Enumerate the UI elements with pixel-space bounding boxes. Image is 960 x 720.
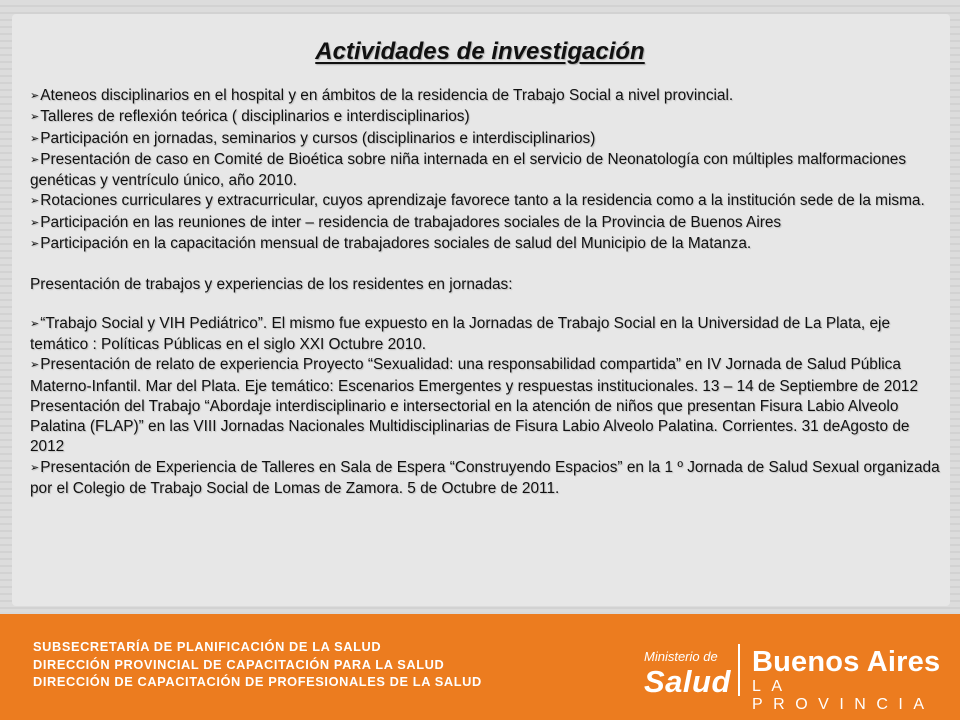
la-provincia-logo-text: LA PROVINCIA [752, 678, 935, 713]
buenos-aires-logo-text: Buenos Aires [752, 646, 941, 678]
arrow-bullet-icon: ➢ [30, 90, 40, 102]
salud-logo-text: Salud [644, 664, 731, 699]
logo-divider [738, 644, 740, 696]
arrow-bullet-icon: ➢ [30, 153, 40, 166]
arrow-bullet-icon: ➢ [30, 238, 40, 251]
list-item: ➢Talleres de reflexión teórica ( disciplinarios e interdisciplinarios) [30, 108, 470, 126]
arrow-bullet-icon: ➢ [30, 317, 40, 330]
arrow-bullet-icon: ➢ [30, 461, 40, 474]
list-item: ➢Presentación de caso en Comité de Bioética sobre niña internada en el servicio de Neonatología con múltiples malformaciones genéticas y ventrículo único, año 2010. [30, 150, 907, 190]
footer-bar [0, 614, 960, 720]
arrow-bullet-icon: ➢ [30, 216, 40, 229]
list-item: ➢Ateneos disciplinarios en el hospital y en ámbitos de la residencia de Trabajo Social a nivel provincial. [30, 87, 734, 104]
footer-line: DIRECCIÓN DE CAPACITACIÓN DE PROFESIONALES DE LA SALUD [33, 674, 482, 689]
arrow-bullet-icon: ➢ [30, 132, 40, 145]
arrow-bullet-icon: ➢ [30, 195, 40, 208]
arrow-bullet-icon: ➢ [30, 111, 40, 124]
list-item: ➢Presentación de relato de experiencia Proyecto “Sexualidad: una responsabilidad compartida” en IV Jornada de Salud Pública Materno-Infantil. Mar del Plata. Eje temático: Escenarios Emergentes y respuestas institucionales. 13 – 14 de Septiembre de 2012 [30, 356, 919, 395]
section-heading: Presentación de trabajos y experiencias de los residentes en jornadas: [30, 276, 513, 294]
list-item: ➢“Trabajo Social y VIH Pediátrico”. El mismo fue expuesto en la Jornadas de Trabajo Social en la Universidad de La Plata, eje temático : Políticas Públicas en el siglo XXI Octubre 2010. [30, 314, 891, 353]
spacer [30, 255, 942, 275]
list-item: ➢Rotaciones curriculares y extracurricular, cuyos aprendizaje favorece tanto a la residencia como a la institución sede de la misma. [30, 192, 925, 210]
list-item: ➢Participación en las reuniones de inter – residencia de trabajadores sociales de la Provincia de Buenos Aires [30, 213, 782, 231]
list-item: Presentación del Trabajo “Abordaje interdisciplinario e intersectorial en la atención de niños que presentan Fisura Labio Alveolo Palatina (FLAP)” en las VIII Jornadas Nacionales Multidisciplinarias de Fisura Labio Alveolo Palatina. Corrientes. 31 deAgosto de 2012 [30, 397, 910, 456]
slide-body [30, 86, 942, 499]
slide-title: Actividades de investigación [315, 38, 645, 65]
ministerio-label: Ministerio de [644, 649, 718, 664]
list-item: ➢Participación en la capacitación mensual de trabajadores sociales de salud del Municipio de la Matanza. [30, 235, 752, 253]
spacer [30, 296, 942, 314]
arrow-bullet-icon: ➢ [30, 359, 40, 372]
list-item: ➢Participación en jornadas, seminarios y cursos (disciplinarios e interdisciplinarios) [30, 129, 596, 147]
footer-line: DIRECCIÓN PROVINCIAL DE CAPACITACIÓN PARA LA SALUD [33, 656, 445, 672]
footer-line: SUBSECRETARÍA DE PLANIFICACIÓN DE LA SALUD [33, 639, 382, 654]
list-item: ➢Presentación de Experiencia de Talleres en Sala de Espera “Construyendo Espacios” en la 1 º Jornada de Salud Sexual organizada por el Colegio de Trabajo Social de Lomas de Zamora. 5 de Octubre de 2011. [30, 458, 940, 498]
footer-institution-lines [33, 638, 482, 691]
